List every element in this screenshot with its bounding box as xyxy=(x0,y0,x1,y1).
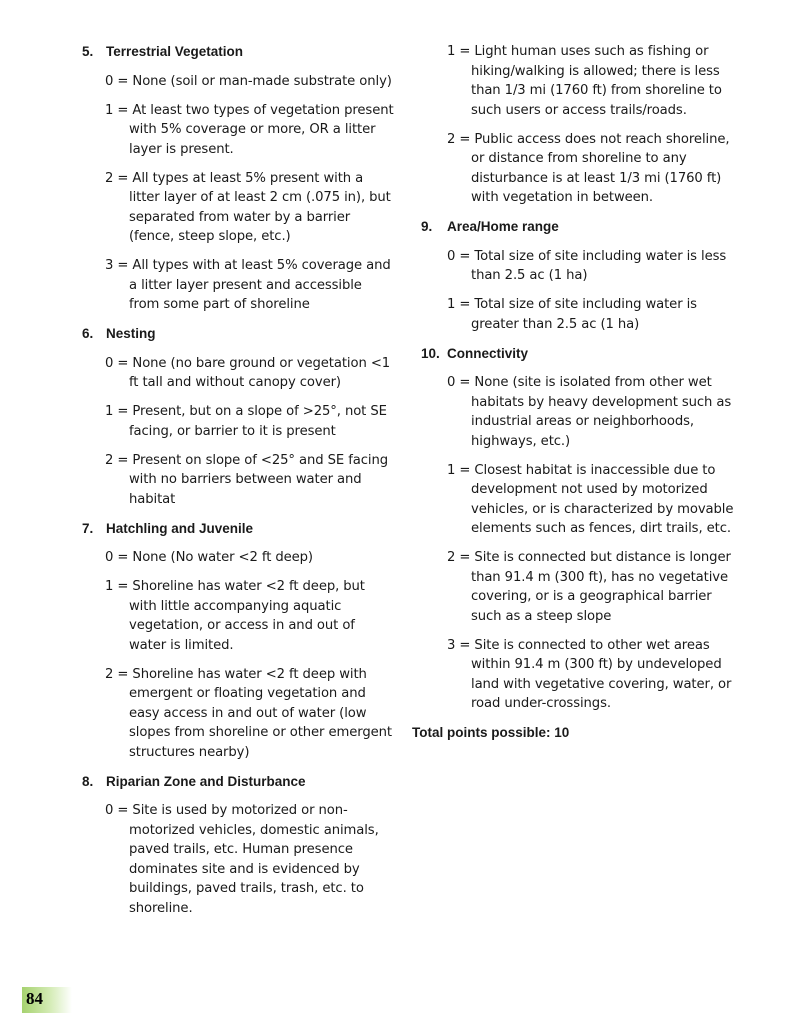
list-item: 0 = Site is used by motorized or non-motorized vehicles, domestic animals, paved trails, etc. Human presence dominates site and is evidenced by buildings, paved trails, trash, etc. to shoreline. xyxy=(105,803,379,916)
list-item: 2 = Site is connected but distance is longer than 91.4 m (300 ft), has no vegetative covering, or is a geographical barrier such as a steep slope xyxy=(447,550,731,624)
section-title: Nesting xyxy=(106,326,156,341)
section-connectivity xyxy=(412,344,740,714)
list-item: 0 = None (no bare ground or vegetation <1 ft tall and without canopy cover) xyxy=(105,355,391,390)
list-item: 0 = None (No water <2 ft deep) xyxy=(105,550,313,565)
section-number: 8. xyxy=(82,773,94,789)
section-number: 5. xyxy=(82,44,94,59)
section-number-text: 10. xyxy=(421,345,440,361)
section-number: 7. xyxy=(82,520,94,536)
left-column xyxy=(82,42,394,928)
section-title: Area/Home range xyxy=(447,219,559,234)
list-item: 1 = Closest habitat is inaccessible due to development not used by motorized vehicles, or is characterized by movable elements such as fences, dirt trails, etc. xyxy=(447,462,734,536)
total-points: Total points possible: 10 xyxy=(412,725,570,740)
list-item: 0 = None (soil or man-made substrate only) xyxy=(105,73,392,89)
section-heading xyxy=(82,324,394,344)
section-number-text: 9. xyxy=(421,219,433,234)
page-number: 84 xyxy=(26,989,43,1008)
list-item: 2 = Shoreline has water <2 ft deep with emergent or floating vegetation and easy access in and out of water (low slopes from shoreline or other emergent structures nearby) xyxy=(105,666,392,760)
section-terrestrial-vegetation xyxy=(82,42,394,315)
section-heading xyxy=(82,42,394,62)
list-item: 2 = Present on slope of <25° and SE facing with no barriers between water and habitat xyxy=(105,452,388,507)
list-item: 1 = Shoreline has water <2 ft deep, but with little accompanying aquatic vegetation, or access in and out of water is limited. xyxy=(105,579,365,653)
section-heading xyxy=(82,519,394,539)
section-title: Riparian Zone and Disturbance xyxy=(106,773,306,789)
section-heading xyxy=(82,772,394,792)
list-item: 1 = At least two types of vegetation present with 5% coverage or more, OR a litter layer is present. xyxy=(105,102,394,157)
section-number xyxy=(412,344,447,364)
list-item: 2 = All types at least 5% present with a litter layer of at least 2 cm (.075 in), but separated from water by a barrier (fence, steep slope, etc.) xyxy=(105,170,391,244)
list-item: 0 = Total size of site including water is less than 2.5 ac (1 ha) xyxy=(447,248,727,283)
section-hatchling-juvenile xyxy=(82,519,394,763)
section-number: 6. xyxy=(82,326,94,341)
section-heading xyxy=(412,344,740,364)
list-item: 1 = Total size of site including water is greater than 2.5 ac (1 ha) xyxy=(447,297,697,332)
section-riparian-zone xyxy=(82,772,394,919)
list-item: 1 = Light human uses such as fishing or hiking/walking is allowed; there is less than 1/3 mi (1760 ft) from shoreline to such users or access trails/roads. xyxy=(447,44,722,118)
list-item: 0 = None (site is isolated from other wet habitats by heavy development such as industrial areas or neighborhoods, highways, etc.) xyxy=(447,375,732,449)
section-title: Terrestrial Vegetation xyxy=(106,44,244,59)
list-item: 3 = Site is connected to other wet areas within 91.4 m (300 ft) by undeveloped land with vegetative covering, water, or road under-crossings. xyxy=(447,637,732,711)
section-area-home-range xyxy=(412,217,740,334)
section-nesting xyxy=(82,324,394,509)
list-item: 2 = Public access does not reach shoreline, or distance from shoreline to any disturbance is at least 1/3 mi (1760 ft) with vegetation in between. xyxy=(447,131,730,205)
right-column xyxy=(412,42,740,743)
section-number xyxy=(412,217,447,237)
section-riparian-zone-continued xyxy=(412,42,740,208)
section-title: Connectivity xyxy=(447,345,529,361)
list-item: 1 = Present, but on a slope of >25°, not SE facing, or barrier to it is present xyxy=(105,404,387,439)
list-item: 3 = All types with at least 5% coverage and a litter layer present and accessible from some part of shoreline xyxy=(105,258,391,312)
section-heading xyxy=(412,217,740,237)
section-title: Hatchling and Juvenile xyxy=(106,520,254,536)
